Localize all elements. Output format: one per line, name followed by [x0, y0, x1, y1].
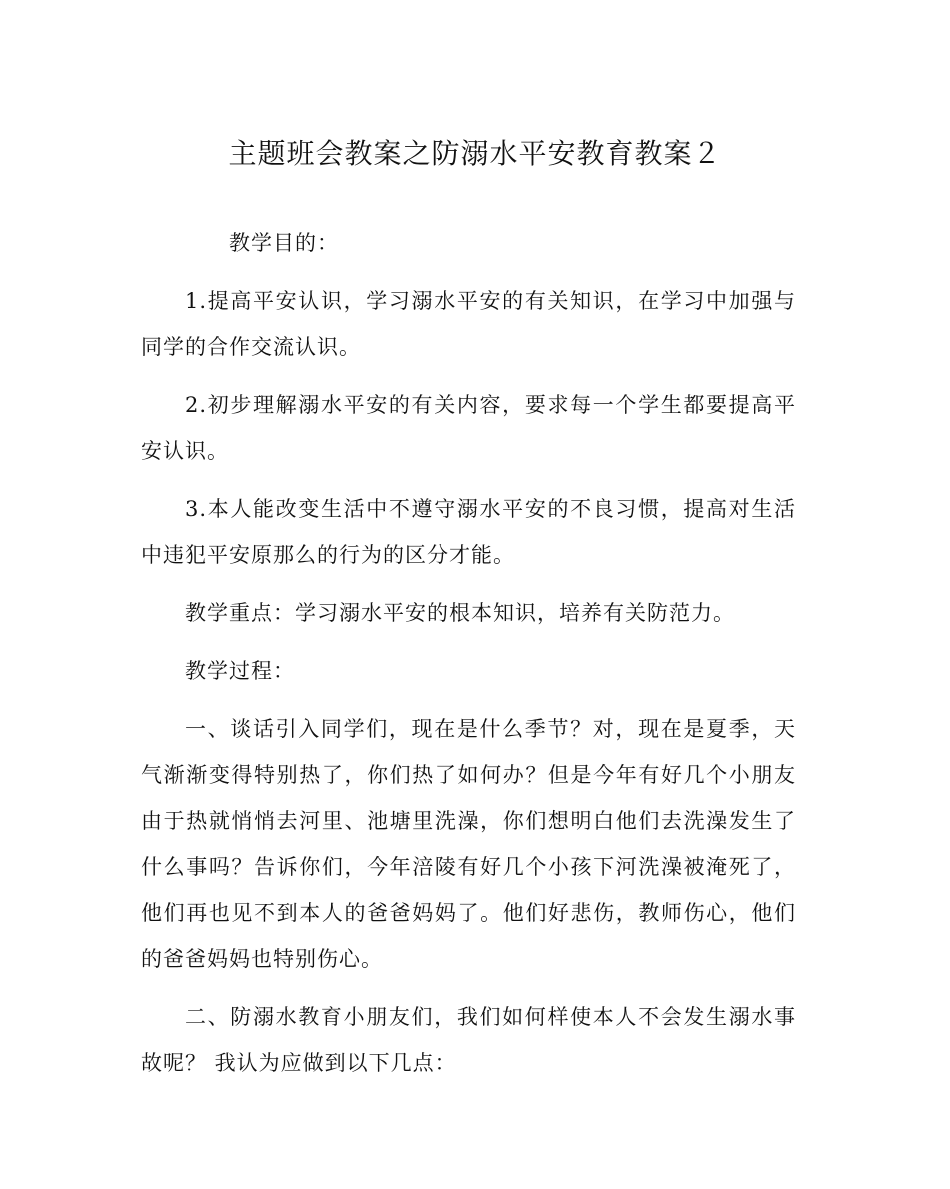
paragraph-teaching-process: 教学过程： [185, 659, 295, 683]
document-body [141, 220, 796, 1098]
paragraph-teaching-objectives: 教学目的： [229, 231, 339, 255]
paragraph-objective-2: 2.初步理解溺水平安的有关内容，要求每一个学生都要提高平安认识。 [141, 393, 796, 463]
paragraph-objective-3: 3.本人能改变生活中不遵守溺水平安的不良习惯，提高对生活中违犯平安原那么的行为的区分才能。 [141, 497, 796, 567]
paragraph-objective-1: 1.提高平安认识，学习溺水平安的有关知识，在学习中加强与同学的合作交流认识。 [141, 289, 796, 359]
document-title: 主题班会教案之防溺水平安教育教案２ [228, 137, 722, 170]
paragraph-section-1: 一、谈话引入同学们，现在是什么季节？对，现在是夏季，天气渐渐变得特别热了，你们热了如何办？但是今年有好几个小朋友由于热就悄悄去河里、池塘里洗澡，你们想明白他们去洗澡发生了什么事吗？告诉你们，今年涪陵有好几个小孩下河洗澡被淹死了，他们再也见不到本人的爸爸妈妈了。他们好悲伤，教师伤心，他们的爸爸妈妈也特别伤心。 [141, 717, 796, 971]
paragraph-teaching-focus: 教学重点：学习溺水平安的根本知识，培养有关防范力。 [185, 601, 735, 625]
paragraph-section-2: 二、防溺水教育小朋友们，我们如何样使本人不会发生溺水事故呢？ 我认为应做到以下几点： [141, 1005, 796, 1075]
